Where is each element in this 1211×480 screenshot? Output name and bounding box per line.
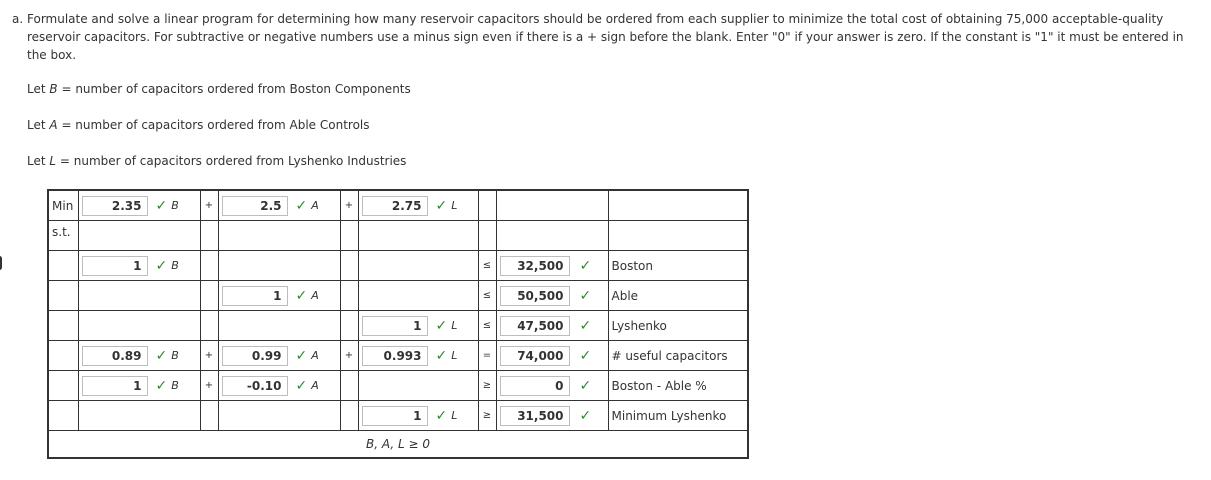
check-icon: ✓ [579,317,592,334]
rhs-wrap [497,281,608,310]
constraint-a-cell [218,341,340,371]
rhs-cell [496,251,608,281]
constraint-label: # useful capacitors [608,341,748,371]
plus-sign [340,251,358,281]
empty-cell [48,251,78,281]
definition-text: = number of capacitors ordered from Lyshenko Industries [59,154,407,168]
objective-row [48,190,748,221]
empty-cell [48,401,78,431]
part-label: a. [12,12,24,26]
constraint-b-cell [78,341,200,371]
constraint-sign: ≤ [478,281,496,311]
constraint-row [48,311,748,341]
constraint-b-wrap [79,251,200,280]
rhs-wrap [497,401,608,430]
definition-text: = number of capacitors ordered from Boston Components [61,82,411,96]
check-icon: ✓ [435,317,448,334]
plus-sign: + [200,371,218,401]
definition-var: L [49,154,57,168]
definition-prefix: Let [27,154,46,168]
definition-var: A [49,118,58,132]
plus-sign: + [200,190,218,221]
constraint-label: Lyshenko [608,311,748,341]
check-icon: ✓ [295,197,308,214]
check-icon: ✓ [435,347,448,364]
plus-sign: + [200,341,218,371]
rhs-input[interactable]: 74,000 [500,346,570,366]
empty-cell [496,190,608,221]
plus-sign: + [340,341,358,371]
constraint-b-cell [78,311,200,341]
instructions-line-1: Formulate and solve a linear program for determining how many reservoir capacitors should be ordered from each supplier to minimize the total cost of obtaining 75,000 acceptable-quality [27,12,1164,26]
empty-cell [340,221,358,251]
objective-l-input[interactable]: 2.75 [362,196,428,216]
constraint-label: Boston - Able % [608,371,748,401]
constraint-b-input[interactable]: 1 [82,256,148,276]
constraint-l-cell [358,311,478,341]
constraint-l-input[interactable]: 0.993 [362,346,428,366]
objective-a-wrap [219,191,340,220]
constraint-label: Minimum Lyshenko [608,401,748,431]
constraint-l-wrap [359,341,478,370]
constraint-l-cell [358,251,478,281]
variable-label: L [451,409,458,422]
definition-text: = number of capacitors ordered from Able Controls [61,118,370,132]
rhs-cell [496,281,608,311]
constraint-sign: ≥ [478,371,496,401]
rhs-input[interactable]: 0 [500,376,570,396]
constraint-a-input[interactable]: 1 [222,286,288,306]
constraint-b-input[interactable]: 0.89 [82,346,148,366]
rhs-cell [496,401,608,431]
empty-cell [48,281,78,311]
objective-a-input[interactable]: 2.5 [222,196,288,216]
empty-cell [48,311,78,341]
constraint-label: Boston [608,251,748,281]
objective-b-cell [78,190,200,221]
st-row [48,221,748,251]
instructions [12,10,1198,64]
plus-sign [200,281,218,311]
constraint-sign: ≥ [478,401,496,431]
plus-sign [200,251,218,281]
lp-table [47,189,749,459]
check-icon: ✓ [295,287,308,304]
plus-sign [200,401,218,431]
check-icon: ✓ [295,377,308,394]
variable-label: L [451,349,458,362]
empty-cell [48,341,78,371]
plus-sign [340,371,358,401]
check-icon: ✓ [435,407,448,424]
rhs-input[interactable]: 32,500 [500,256,570,276]
definition-prefix: Let [27,82,46,96]
variable-label: A [311,199,319,212]
check-icon: ✓ [155,347,168,364]
constraint-sign: = [478,341,496,371]
constraint-row [48,401,748,431]
constraint-l-cell [358,371,478,401]
edge-marker [0,256,2,270]
plus-sign [200,311,218,341]
objective-b-input[interactable]: 2.35 [82,196,148,216]
check-icon: ✓ [435,197,448,214]
constraint-l-wrap [359,401,478,430]
definition-prefix: Let [27,118,46,132]
rhs-input[interactable]: 47,500 [500,316,570,336]
plus-sign [340,401,358,431]
constraint-l-input[interactable]: 1 [362,316,428,336]
st-label: s.t. [48,221,78,251]
empty-cell [496,221,608,251]
constraint-label: Able [608,281,748,311]
constraint-b-cell [78,371,200,401]
empty-cell [608,190,748,221]
variable-label: L [451,199,458,212]
constraint-b-cell [78,281,200,311]
constraint-a-cell [218,281,340,311]
constraint-b-wrap [79,341,200,370]
constraint-row [48,251,748,281]
constraint-a-wrap [219,341,340,370]
rhs-cell [496,311,608,341]
constraint-b-wrap [79,371,200,400]
constraint-l-wrap [359,311,478,340]
check-icon: ✓ [579,287,592,304]
plus-sign [340,311,358,341]
instructions-line-2: reservoir capacitors. For subtractive or negative numbers use a minus sign even if there is a + sign before the blank. Enter "0" if your answer is zero. If the constant is "1" it must be entered in [27,30,1184,44]
constraint-a-wrap [219,371,340,400]
constraint-a-cell [218,401,340,431]
definition-b [27,82,411,96]
check-icon: ✓ [579,347,592,364]
constraint-sign: ≤ [478,251,496,281]
constraint-row [48,371,748,401]
check-icon: ✓ [579,377,592,394]
variable-label: B [171,259,179,272]
empty-cell [48,371,78,401]
check-icon: ✓ [155,197,168,214]
objective-l-cell [358,190,478,221]
constraint-a-cell [218,251,340,281]
constraint-l-cell [358,281,478,311]
rhs-wrap [497,251,608,280]
constraint-a-cell [218,371,340,401]
objective-a-cell [218,190,340,221]
empty-cell [478,221,496,251]
constraint-sign: ≤ [478,311,496,341]
empty-cell [218,221,340,251]
rhs-wrap [497,311,608,340]
min-label: Min [48,190,78,221]
variable-label: B [171,199,179,212]
constraint-row [48,281,748,311]
variable-label: L [451,319,458,332]
objective-b-wrap [79,191,200,220]
rhs-wrap [497,341,608,370]
constraint-b-cell [78,251,200,281]
constraint-l-cell [358,401,478,431]
check-icon: ✓ [155,377,168,394]
constraint-a-cell [218,311,340,341]
variable-label: A [311,349,319,362]
constraint-b-cell [78,401,200,431]
rhs-wrap [497,371,608,400]
constraint-row [48,341,748,371]
empty-cell [478,190,496,221]
rhs-input[interactable]: 50,500 [500,286,570,306]
instructions-line-3: the box. [27,48,77,62]
empty-cell [358,221,478,251]
constraint-l-input[interactable]: 1 [362,406,428,426]
rhs-cell [496,341,608,371]
plus-sign [340,281,358,311]
constraint-l-cell [358,341,478,371]
variable-label: B [171,379,179,392]
constraint-b-input[interactable]: 1 [82,376,148,396]
check-icon: ✓ [295,347,308,364]
constraint-a-input[interactable]: -0.10 [222,376,288,396]
empty-cell [608,221,748,251]
variable-label: A [311,379,319,392]
check-icon: ✓ [155,257,168,274]
variable-label: A [311,289,319,302]
empty-cell [78,221,200,251]
empty-cell [200,221,218,251]
definition-a [27,118,370,132]
constraint-a-input[interactable]: 0.99 [222,346,288,366]
definition-var: B [49,82,58,96]
plus-sign: + [340,190,358,221]
objective-l-wrap [359,191,478,220]
definition-l [27,154,406,168]
rhs-cell [496,371,608,401]
check-icon: ✓ [579,407,592,424]
rhs-input[interactable]: 31,500 [500,406,570,426]
nonnegativity-text: B, A, L ≥ 0 [48,431,748,459]
nonnegativity-row [48,431,748,459]
variable-label: B [171,349,179,362]
check-icon: ✓ [579,257,592,274]
constraint-a-wrap [219,281,340,310]
